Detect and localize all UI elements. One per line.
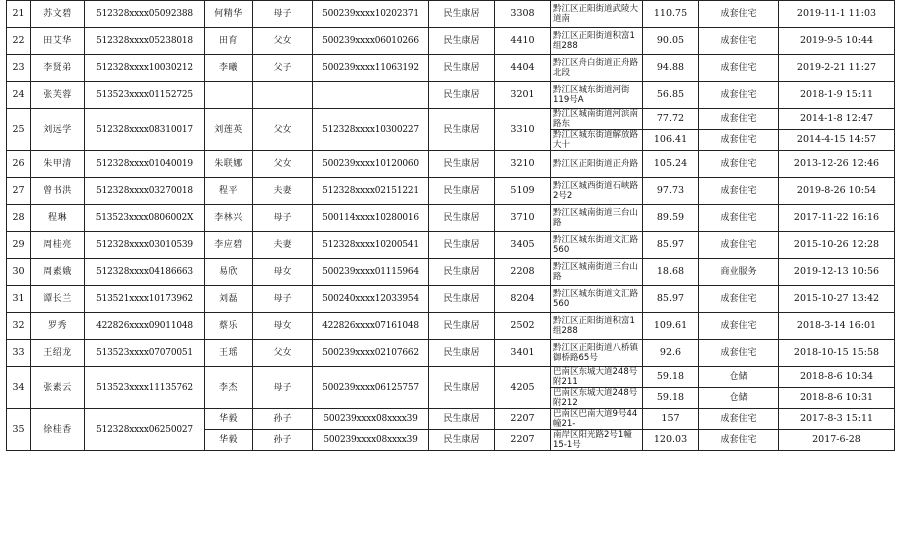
address-cell: 巴南区东城大道248号附211 bbox=[551, 367, 643, 388]
project-cell: 民生康居 bbox=[429, 28, 495, 55]
row-number-cell: 21 bbox=[7, 1, 31, 28]
relation-cell: 父女 bbox=[253, 28, 313, 55]
row-number-cell: 32 bbox=[7, 313, 31, 340]
relation-cell: 父女 bbox=[253, 151, 313, 178]
relation-cell: 孙子 bbox=[253, 430, 313, 451]
table-row bbox=[7, 178, 895, 205]
room-cell: 3401 bbox=[495, 340, 551, 367]
table-row bbox=[7, 367, 895, 388]
name-cell: 张芙蓉 bbox=[31, 82, 85, 109]
address-cell: 黔江区城西街道石峡路2号2 bbox=[551, 178, 643, 205]
id-cell: 513523xxxx07070051 bbox=[85, 340, 205, 367]
relative-id-cell: 512328xxxx02151221 bbox=[313, 178, 429, 205]
time-cell: 2019-9-5 10:44 bbox=[779, 28, 895, 55]
time-cell: 2013-12-26 12:46 bbox=[779, 151, 895, 178]
usage-cell: 成套住宅 bbox=[699, 313, 779, 340]
project-cell: 民生康居 bbox=[429, 367, 495, 409]
id-cell: 512328xxxx04186663 bbox=[85, 259, 205, 286]
relative-id-cell: 422826xxxx07161048 bbox=[313, 313, 429, 340]
relative-name-cell: 刘莲英 bbox=[205, 109, 253, 151]
address-cell: 黔江区正阳街道积富1组288 bbox=[551, 28, 643, 55]
relative-name-cell: 李曦 bbox=[205, 55, 253, 82]
records-table bbox=[6, 0, 895, 451]
name-cell: 李贤弟 bbox=[31, 55, 85, 82]
area-cell: 106.41 bbox=[643, 130, 699, 151]
room-cell: 3308 bbox=[495, 1, 551, 28]
relative-id-cell: 500239xxxx01115964 bbox=[313, 259, 429, 286]
row-number-cell: 26 bbox=[7, 151, 31, 178]
time-cell: 2017-6-28 bbox=[779, 430, 895, 451]
table-row bbox=[7, 82, 895, 109]
table-row bbox=[7, 232, 895, 259]
usage-cell: 仓储 bbox=[699, 388, 779, 409]
area-cell: 89.59 bbox=[643, 205, 699, 232]
name-cell: 徐桂香 bbox=[31, 409, 85, 451]
id-cell: 512328xxxx05238018 bbox=[85, 28, 205, 55]
row-number-cell: 34 bbox=[7, 367, 31, 409]
name-cell: 田艾华 bbox=[31, 28, 85, 55]
address-cell: 黔江区正阳街道武陵大道南 bbox=[551, 1, 643, 28]
area-cell: 85.97 bbox=[643, 286, 699, 313]
relative-name-cell: 何精华 bbox=[205, 1, 253, 28]
area-cell: 90.05 bbox=[643, 28, 699, 55]
room-cell: 2207 bbox=[495, 409, 551, 430]
usage-cell: 成套住宅 bbox=[699, 286, 779, 313]
table-row bbox=[7, 55, 895, 82]
time-cell: 2014-1-8 12:47 bbox=[779, 109, 895, 130]
time-cell: 2017-8-3 15:11 bbox=[779, 409, 895, 430]
table-row bbox=[7, 286, 895, 313]
room-cell: 4205 bbox=[495, 367, 551, 409]
time-cell: 2019-11-1 11:03 bbox=[779, 1, 895, 28]
usage-cell: 成套住宅 bbox=[699, 109, 779, 130]
area-cell: 157 bbox=[643, 409, 699, 430]
relative-id-cell: 500239xxxx06125757 bbox=[313, 367, 429, 409]
row-number-cell: 25 bbox=[7, 109, 31, 151]
id-cell: 512328xxxx06250027 bbox=[85, 409, 205, 451]
relation-cell: 母子 bbox=[253, 286, 313, 313]
area-cell: 109.61 bbox=[643, 313, 699, 340]
row-number-cell: 35 bbox=[7, 409, 31, 451]
usage-cell: 商业服务 bbox=[699, 259, 779, 286]
name-cell: 王绍龙 bbox=[31, 340, 85, 367]
time-cell: 2018-10-15 15:58 bbox=[779, 340, 895, 367]
area-cell: 120.03 bbox=[643, 430, 699, 451]
area-cell: 97.73 bbox=[643, 178, 699, 205]
table-row bbox=[7, 409, 895, 430]
id-cell: 512328xxxx01040019 bbox=[85, 151, 205, 178]
relative-id-cell: 500114xxxx10280016 bbox=[313, 205, 429, 232]
project-cell: 民生康居 bbox=[429, 151, 495, 178]
usage-cell: 成套住宅 bbox=[699, 151, 779, 178]
relation-cell: 母女 bbox=[253, 259, 313, 286]
usage-cell: 成套住宅 bbox=[699, 409, 779, 430]
table-row bbox=[7, 151, 895, 178]
relative-name-cell: 李杰 bbox=[205, 367, 253, 409]
room-cell: 8204 bbox=[495, 286, 551, 313]
row-number-cell: 27 bbox=[7, 178, 31, 205]
usage-cell: 成套住宅 bbox=[699, 28, 779, 55]
relative-id-cell: 500239xxxx11063192 bbox=[313, 55, 429, 82]
usage-cell: 成套住宅 bbox=[699, 55, 779, 82]
relative-id-cell: 512328xxxx10300227 bbox=[313, 109, 429, 151]
id-cell: 422826xxxx09011048 bbox=[85, 313, 205, 340]
relation-cell: 母子 bbox=[253, 1, 313, 28]
room-cell: 3405 bbox=[495, 232, 551, 259]
address-cell: 黔江区城东街道解放路大十 bbox=[551, 130, 643, 151]
table-row bbox=[7, 109, 895, 130]
area-cell: 77.72 bbox=[643, 109, 699, 130]
time-cell: 2015-10-26 12:28 bbox=[779, 232, 895, 259]
id-cell: 512328xxxx03270018 bbox=[85, 178, 205, 205]
project-cell: 民生康居 bbox=[429, 430, 495, 451]
address-cell: 巴南区巴南大道9号44幢21- bbox=[551, 409, 643, 430]
area-cell: 56.85 bbox=[643, 82, 699, 109]
usage-cell: 成套住宅 bbox=[699, 340, 779, 367]
room-cell: 5109 bbox=[495, 178, 551, 205]
address-cell: 黔江区城东街道文汇路560 bbox=[551, 232, 643, 259]
relative-name-cell: 李应碧 bbox=[205, 232, 253, 259]
relative-name-cell: 刘磊 bbox=[205, 286, 253, 313]
time-cell: 2019-2-21 11:27 bbox=[779, 55, 895, 82]
usage-cell: 仓储 bbox=[699, 367, 779, 388]
address-cell: 巴南区东城大道248号附212 bbox=[551, 388, 643, 409]
project-cell: 民生康居 bbox=[429, 232, 495, 259]
relation-cell: 父女 bbox=[253, 109, 313, 151]
room-cell: 2207 bbox=[495, 430, 551, 451]
usage-cell: 成套住宅 bbox=[699, 205, 779, 232]
row-number-cell: 28 bbox=[7, 205, 31, 232]
relative-id-cell: 500240xxxx12033954 bbox=[313, 286, 429, 313]
project-cell: 民生康居 bbox=[429, 409, 495, 430]
room-cell: 2502 bbox=[495, 313, 551, 340]
project-cell: 民生康居 bbox=[429, 205, 495, 232]
id-cell: 512328xxxx05092388 bbox=[85, 1, 205, 28]
address-cell: 黔江区正阳街道积富1组288 bbox=[551, 313, 643, 340]
relation-cell: 母子 bbox=[253, 205, 313, 232]
usage-cell: 成套住宅 bbox=[699, 232, 779, 259]
room-cell: 3310 bbox=[495, 109, 551, 151]
address-cell: 黔江区正阳街道八桥镇御桥路65号 bbox=[551, 340, 643, 367]
id-cell: 513521xxxx10173962 bbox=[85, 286, 205, 313]
address-cell: 黔江区城东街道文汇路560 bbox=[551, 286, 643, 313]
name-cell: 周桂亮 bbox=[31, 232, 85, 259]
name-cell: 罗秀 bbox=[31, 313, 85, 340]
usage-cell: 成套住宅 bbox=[699, 178, 779, 205]
relative-id-cell: 512328xxxx10200541 bbox=[313, 232, 429, 259]
usage-cell: 成套住宅 bbox=[699, 130, 779, 151]
row-number-cell: 30 bbox=[7, 259, 31, 286]
area-cell: 18.68 bbox=[643, 259, 699, 286]
project-cell: 民生康居 bbox=[429, 178, 495, 205]
name-cell: 程琳 bbox=[31, 205, 85, 232]
area-cell: 92.6 bbox=[643, 340, 699, 367]
name-cell: 苏文碧 bbox=[31, 1, 85, 28]
relation-cell: 父子 bbox=[253, 55, 313, 82]
relative-name-cell: 田育 bbox=[205, 28, 253, 55]
relative-name-cell: 程平 bbox=[205, 178, 253, 205]
time-cell: 2018-8-6 10:34 bbox=[779, 367, 895, 388]
relative-id-cell: 500239xxxx02107662 bbox=[313, 340, 429, 367]
project-cell: 民生康居 bbox=[429, 286, 495, 313]
table-row bbox=[7, 340, 895, 367]
project-cell: 民生康居 bbox=[429, 55, 495, 82]
relative-name-cell: 李林兴 bbox=[205, 205, 253, 232]
table-row bbox=[7, 313, 895, 340]
time-cell: 2014-4-15 14:57 bbox=[779, 130, 895, 151]
address-cell: 南岸区阳光路2号1幢15-1号 bbox=[551, 430, 643, 451]
time-cell: 2018-3-14 16:01 bbox=[779, 313, 895, 340]
table-row bbox=[7, 259, 895, 286]
row-number-cell: 29 bbox=[7, 232, 31, 259]
project-cell: 民生康居 bbox=[429, 340, 495, 367]
usage-cell: 成套住宅 bbox=[699, 1, 779, 28]
project-cell: 民生康居 bbox=[429, 109, 495, 151]
relative-id-cell: 500239xxxx08xxxx39 bbox=[313, 430, 429, 451]
relative-name-cell: 华毅 bbox=[205, 430, 253, 451]
relative-name-cell bbox=[205, 82, 253, 109]
room-cell: 3210 bbox=[495, 151, 551, 178]
table-row bbox=[7, 28, 895, 55]
relative-name-cell: 易欣 bbox=[205, 259, 253, 286]
project-cell: 民生康居 bbox=[429, 1, 495, 28]
time-cell: 2017-11-22 16:16 bbox=[779, 205, 895, 232]
area-cell: 105.24 bbox=[643, 151, 699, 178]
relative-id-cell: 500239xxxx08xxxx39 bbox=[313, 409, 429, 430]
room-cell: 4410 bbox=[495, 28, 551, 55]
name-cell: 朱甲清 bbox=[31, 151, 85, 178]
address-cell: 黔江区正阳街道正舟路 bbox=[551, 151, 643, 178]
area-cell: 59.18 bbox=[643, 367, 699, 388]
area-cell: 59.18 bbox=[643, 388, 699, 409]
usage-cell: 成套住宅 bbox=[699, 82, 779, 109]
relation-cell: 夫妻 bbox=[253, 178, 313, 205]
relation-cell bbox=[253, 82, 313, 109]
relation-cell: 夫妻 bbox=[253, 232, 313, 259]
address-cell: 黔江区舟白街道正舟路北段 bbox=[551, 55, 643, 82]
project-cell: 民生康居 bbox=[429, 259, 495, 286]
room-cell: 3710 bbox=[495, 205, 551, 232]
name-cell: 刘远学 bbox=[31, 109, 85, 151]
relative-name-cell: 华毅 bbox=[205, 409, 253, 430]
room-cell: 2208 bbox=[495, 259, 551, 286]
row-number-cell: 33 bbox=[7, 340, 31, 367]
row-number-cell: 31 bbox=[7, 286, 31, 313]
table-row bbox=[7, 205, 895, 232]
room-cell: 4404 bbox=[495, 55, 551, 82]
relative-id-cell: 500239xxxx10202371 bbox=[313, 1, 429, 28]
time-cell: 2019-12-13 10:56 bbox=[779, 259, 895, 286]
relation-cell: 母女 bbox=[253, 313, 313, 340]
name-cell: 曾书洪 bbox=[31, 178, 85, 205]
row-number-cell: 24 bbox=[7, 82, 31, 109]
name-cell: 张素云 bbox=[31, 367, 85, 409]
usage-cell: 成套住宅 bbox=[699, 430, 779, 451]
room-cell: 3201 bbox=[495, 82, 551, 109]
relative-name-cell: 王瑶 bbox=[205, 340, 253, 367]
id-cell: 513523xxxx01152725 bbox=[85, 82, 205, 109]
area-cell: 94.88 bbox=[643, 55, 699, 82]
id-cell: 512328xxxx03010539 bbox=[85, 232, 205, 259]
relation-cell: 母子 bbox=[253, 367, 313, 409]
relative-id-cell: 500239xxxx06010266 bbox=[313, 28, 429, 55]
address-cell: 黔江区城东街道河街119号A bbox=[551, 82, 643, 109]
address-cell: 黔江区城南街道三台山路 bbox=[551, 205, 643, 232]
area-cell: 85.97 bbox=[643, 232, 699, 259]
name-cell: 周素娥 bbox=[31, 259, 85, 286]
time-cell: 2019-8-26 10:54 bbox=[779, 178, 895, 205]
area-cell: 110.75 bbox=[643, 1, 699, 28]
id-cell: 513523xxxx11135762 bbox=[85, 367, 205, 409]
table-row bbox=[7, 1, 895, 28]
relative-name-cell: 朱联娜 bbox=[205, 151, 253, 178]
name-cell: 谭长兰 bbox=[31, 286, 85, 313]
relation-cell: 孙子 bbox=[253, 409, 313, 430]
time-cell: 2018-8-6 10:31 bbox=[779, 388, 895, 409]
id-cell: 512328xxxx10030212 bbox=[85, 55, 205, 82]
id-cell: 513523xxxx0806002X bbox=[85, 205, 205, 232]
project-cell: 民生康居 bbox=[429, 313, 495, 340]
relative-name-cell: 蔡乐 bbox=[205, 313, 253, 340]
row-number-cell: 23 bbox=[7, 55, 31, 82]
relation-cell: 父女 bbox=[253, 340, 313, 367]
address-cell: 黔江区城南街道河滨南路东 bbox=[551, 109, 643, 130]
relative-id-cell bbox=[313, 82, 429, 109]
address-cell: 黔江区城南街道三台山路 bbox=[551, 259, 643, 286]
time-cell: 2015-10-27 13:42 bbox=[779, 286, 895, 313]
id-cell: 512328xxxx08310017 bbox=[85, 109, 205, 151]
time-cell: 2018-1-9 15:11 bbox=[779, 82, 895, 109]
relative-id-cell: 500239xxxx10120060 bbox=[313, 151, 429, 178]
row-number-cell: 22 bbox=[7, 28, 31, 55]
project-cell: 民生康居 bbox=[429, 82, 495, 109]
